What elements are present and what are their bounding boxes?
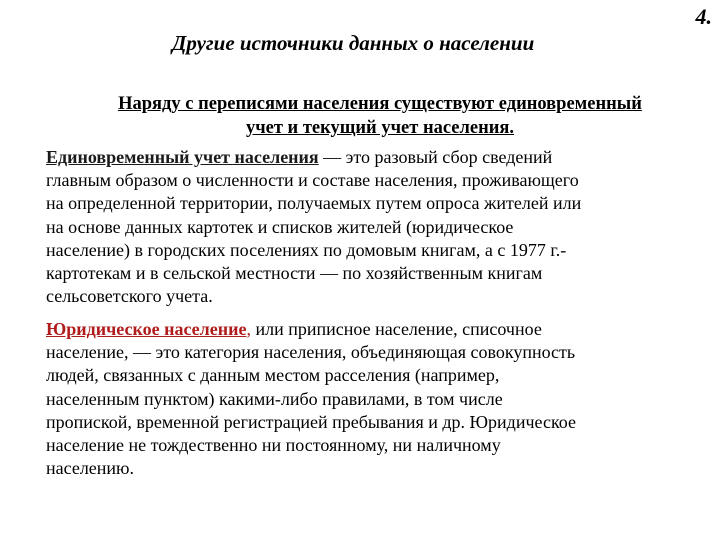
lead-line-2: учет и текущий учет населения. (245, 118, 515, 138)
slide-title: Другие источники данных о населении (172, 31, 535, 55)
paragraph2-line-2: население, — это категория населения, объединяющая совокупность (46, 342, 576, 363)
paragraph1-line-1: — это разовый сбор сведений (318, 147, 553, 167)
paragraph1-line-5: население) в городских поселениях по домовым книгам, а с 1977 г.- (46, 239, 567, 260)
paragraph-single-count (46, 146, 706, 308)
lead-line-1: Наряду с переписями населения существуют единовременный (118, 94, 642, 114)
paragraph2-line-5: пропиской, временной регистрацией пребывания и др. Юридическое (46, 411, 576, 432)
paragraph1-line-7: сельсоветского учета. (46, 286, 213, 307)
term-comma: , (246, 319, 251, 339)
paragraph2-line-4: населенным пунктом) какими-либо правилами, в том числе (46, 388, 503, 409)
paragraph2-line-1: или приписное население, списочное (251, 319, 542, 339)
term-single-count: Единовременный учет населения (46, 147, 319, 167)
paragraph2-line-3: людей, связанных с данным местом расселения (например, (46, 365, 500, 386)
page-number: 4. (695, 4, 712, 29)
paragraph-legal-population (46, 318, 706, 480)
term-legal-population: Юридическое население (46, 319, 247, 339)
paragraph1-line-3: на определенной территории, получаемых путем опроса жителей или (46, 193, 582, 214)
lead-text (60, 92, 700, 140)
paragraph2-line-6: население не тождественно ни постоянному, ни наличному (46, 435, 501, 456)
paragraph1-line-2: главным образом о численности и составе населения, проживающего (46, 170, 579, 191)
paragraph1-line-4: на основе данных картотек и списков жителей (юридическое (46, 216, 514, 237)
paragraph1-line-6: картотекам и в сельской местности — по хозяйственным книгам (46, 263, 543, 284)
paragraph2-line-7: населению. (46, 458, 135, 479)
